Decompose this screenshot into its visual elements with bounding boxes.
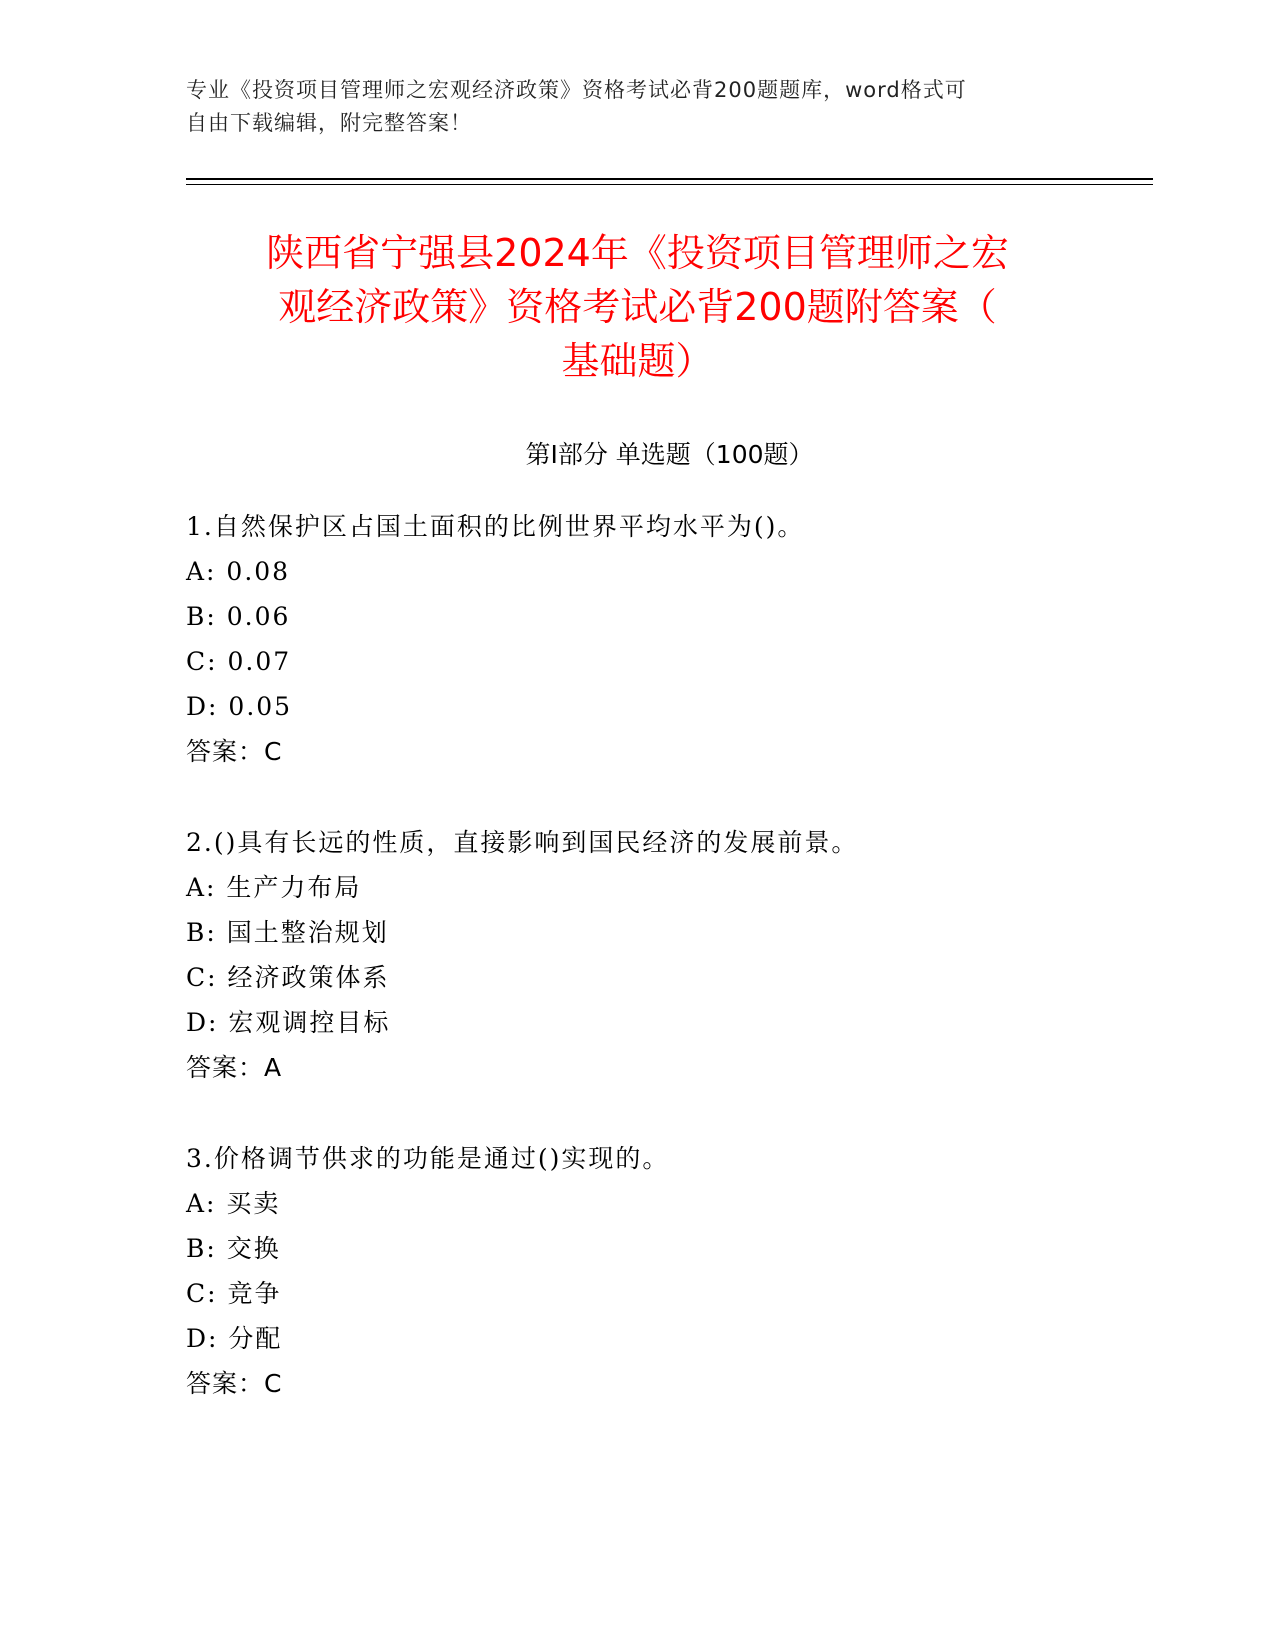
section-title: 第Ⅰ部分 单选题（100题）	[525, 440, 814, 469]
option-a: A: 0.08	[186, 557, 291, 586]
option-c: C: 经济政策体系	[186, 963, 390, 992]
option-b: B: 0.06	[186, 602, 291, 631]
option-a: A: 生产力布局	[186, 873, 362, 902]
option-c: C: 0.07	[186, 647, 292, 676]
document-title	[120, 226, 1155, 388]
answer: 答案：C	[186, 1369, 283, 1398]
option-b: B: 国土整治规划	[186, 918, 389, 947]
document-title-line-2: 观经济政策》资格考试必背200题附答案（	[278, 285, 997, 329]
question-3	[186, 1136, 1146, 1406]
option-b: B: 交换	[186, 1234, 281, 1263]
document-title-line-1: 陕西省宁强县2024年《投资项目管理师之宏	[266, 231, 1009, 275]
question-1	[186, 504, 1146, 774]
document-title-line-3: 基础题）	[561, 339, 714, 383]
header-divider-thick	[186, 178, 1153, 180]
question-2	[186, 820, 1146, 1090]
question-stem: 1.自然保护区占国土面积的比例世界平均水平为()。	[186, 512, 805, 541]
answer: 答案：C	[186, 737, 283, 766]
header-note-line-2: 自由下载编辑，附完整答案！	[186, 111, 472, 135]
option-d: D: 0.05	[186, 692, 293, 721]
header-note-line-1: 专业《投资项目管理师之宏观经济政策》资格考试必背200题题库，word格式可	[186, 78, 967, 102]
header-divider-thin	[186, 184, 1153, 185]
option-d: D: 宏观调控目标	[186, 1008, 391, 1037]
option-c: C: 竞争	[186, 1279, 282, 1308]
answer: 答案：A	[186, 1053, 283, 1082]
question-stem: 3.价格调节供求的功能是通过()实现的。	[186, 1144, 670, 1173]
header-note	[186, 74, 1066, 140]
question-stem: 2.()具有长远的性质，直接影响到国民经济的发展前景。	[186, 828, 859, 857]
option-d: D: 分配	[186, 1324, 283, 1353]
option-a: A: 买卖	[186, 1189, 281, 1218]
